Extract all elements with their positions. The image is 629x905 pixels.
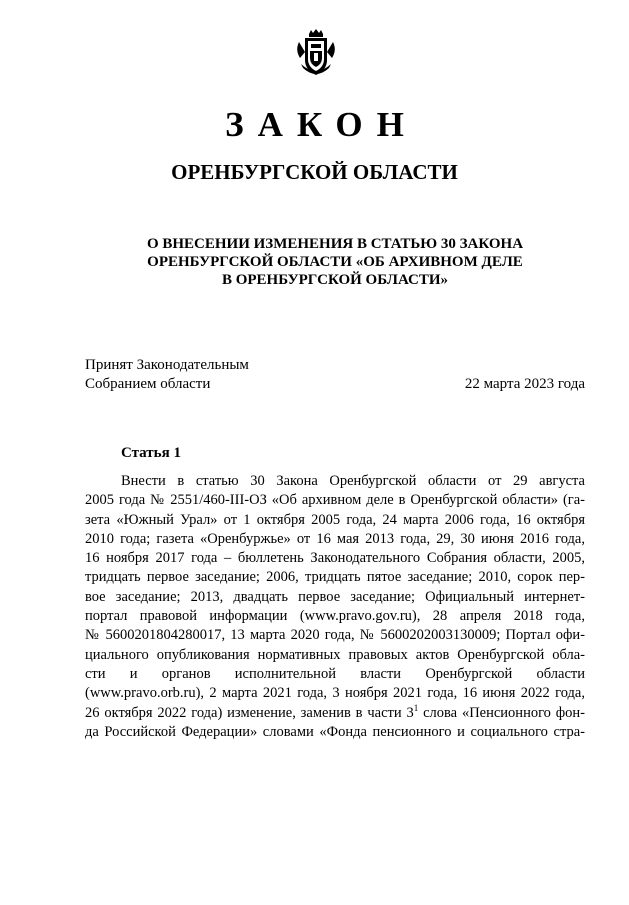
article-line-tail: слова «Пенсионного фон- [418, 704, 585, 721]
subject-line: ОРЕНБУРГСКОЙ ОБЛАСТИ «ОБ АРХИВНОМ ДЕЛЕ [147, 254, 523, 270]
article-heading: Статья 1 [121, 445, 181, 461]
article-line: да Российской Федерации» словами «Фонда пенсионного и социального стра- [85, 723, 585, 740]
coat-of-arms-icon [291, 28, 341, 78]
adoption-line: Принят Законодательным [85, 357, 249, 373]
article-line: 16 ноября 2017 года – бюллетень Законодательного Собрания области, 2005, [85, 550, 585, 567]
article-body [85, 472, 585, 742]
article-line: 2005 года № 2551/460-III-ОЗ «Об архивном деле в Оренбургской области» (га- [85, 492, 585, 509]
subject-line: О ВНЕСЕНИИ ИЗМЕНЕНИЯ В СТАТЬЮ 30 ЗАКОНА [146, 236, 524, 252]
article-line: портал правовой информации (www.pravo.gov.ru), 28 апреля 2018 года, [85, 608, 585, 625]
adoption-date: 22 марта 2023 года [464, 376, 585, 392]
article-line [85, 704, 585, 723]
article-line: сти и органов исполнительной власти Оренбургской области [85, 665, 585, 682]
article-line: тридцать первое заседание; 2006, тридцать пятое заседание; 2010, сорок пер- [85, 569, 585, 586]
adoption-line: Собранием области [85, 376, 211, 392]
law-title: ЗАКОН [225, 105, 418, 144]
article-line: зета «Южный Урал» от 1 октября 2005 года, 24 марта 2006 года, 16 октября [85, 511, 585, 528]
superscript-number: 1 [413, 702, 419, 713]
article-line: циального опубликования нормативных правовых актов Оренбургской обла- [85, 646, 585, 663]
document-subject [120, 235, 550, 289]
article-line: Внести в статью 30 Закона Оренбургской области от 29 августа [121, 473, 585, 489]
subject-line: В ОРЕНБУРГСКОЙ ОБЛАСТИ» [221, 272, 449, 288]
article-line: 2010 года; газета «Оренбуржье» от 16 мая 2013 года, 29, 30 июня 2016 года, [85, 530, 585, 547]
article-line-text: 26 октября 2022 года) изменение, заменив в части 3 [85, 704, 414, 721]
article-line: (www.pravo.orb.ru), 2 марта 2021 года, 3 ноября 2021 года, 16 июня 2022 года, [85, 685, 585, 702]
region-title: ОРЕНБУРГСКОЙ ОБЛАСТИ [171, 160, 458, 184]
adoption-info [85, 356, 249, 394]
article-line: вое заседание; 2013, двадцать первое заседание; Официальный интернет- [85, 588, 585, 605]
article-line: № 5600201804280017, 13 марта 2020 года, № 5600202003130009; Портал офи- [85, 627, 585, 644]
